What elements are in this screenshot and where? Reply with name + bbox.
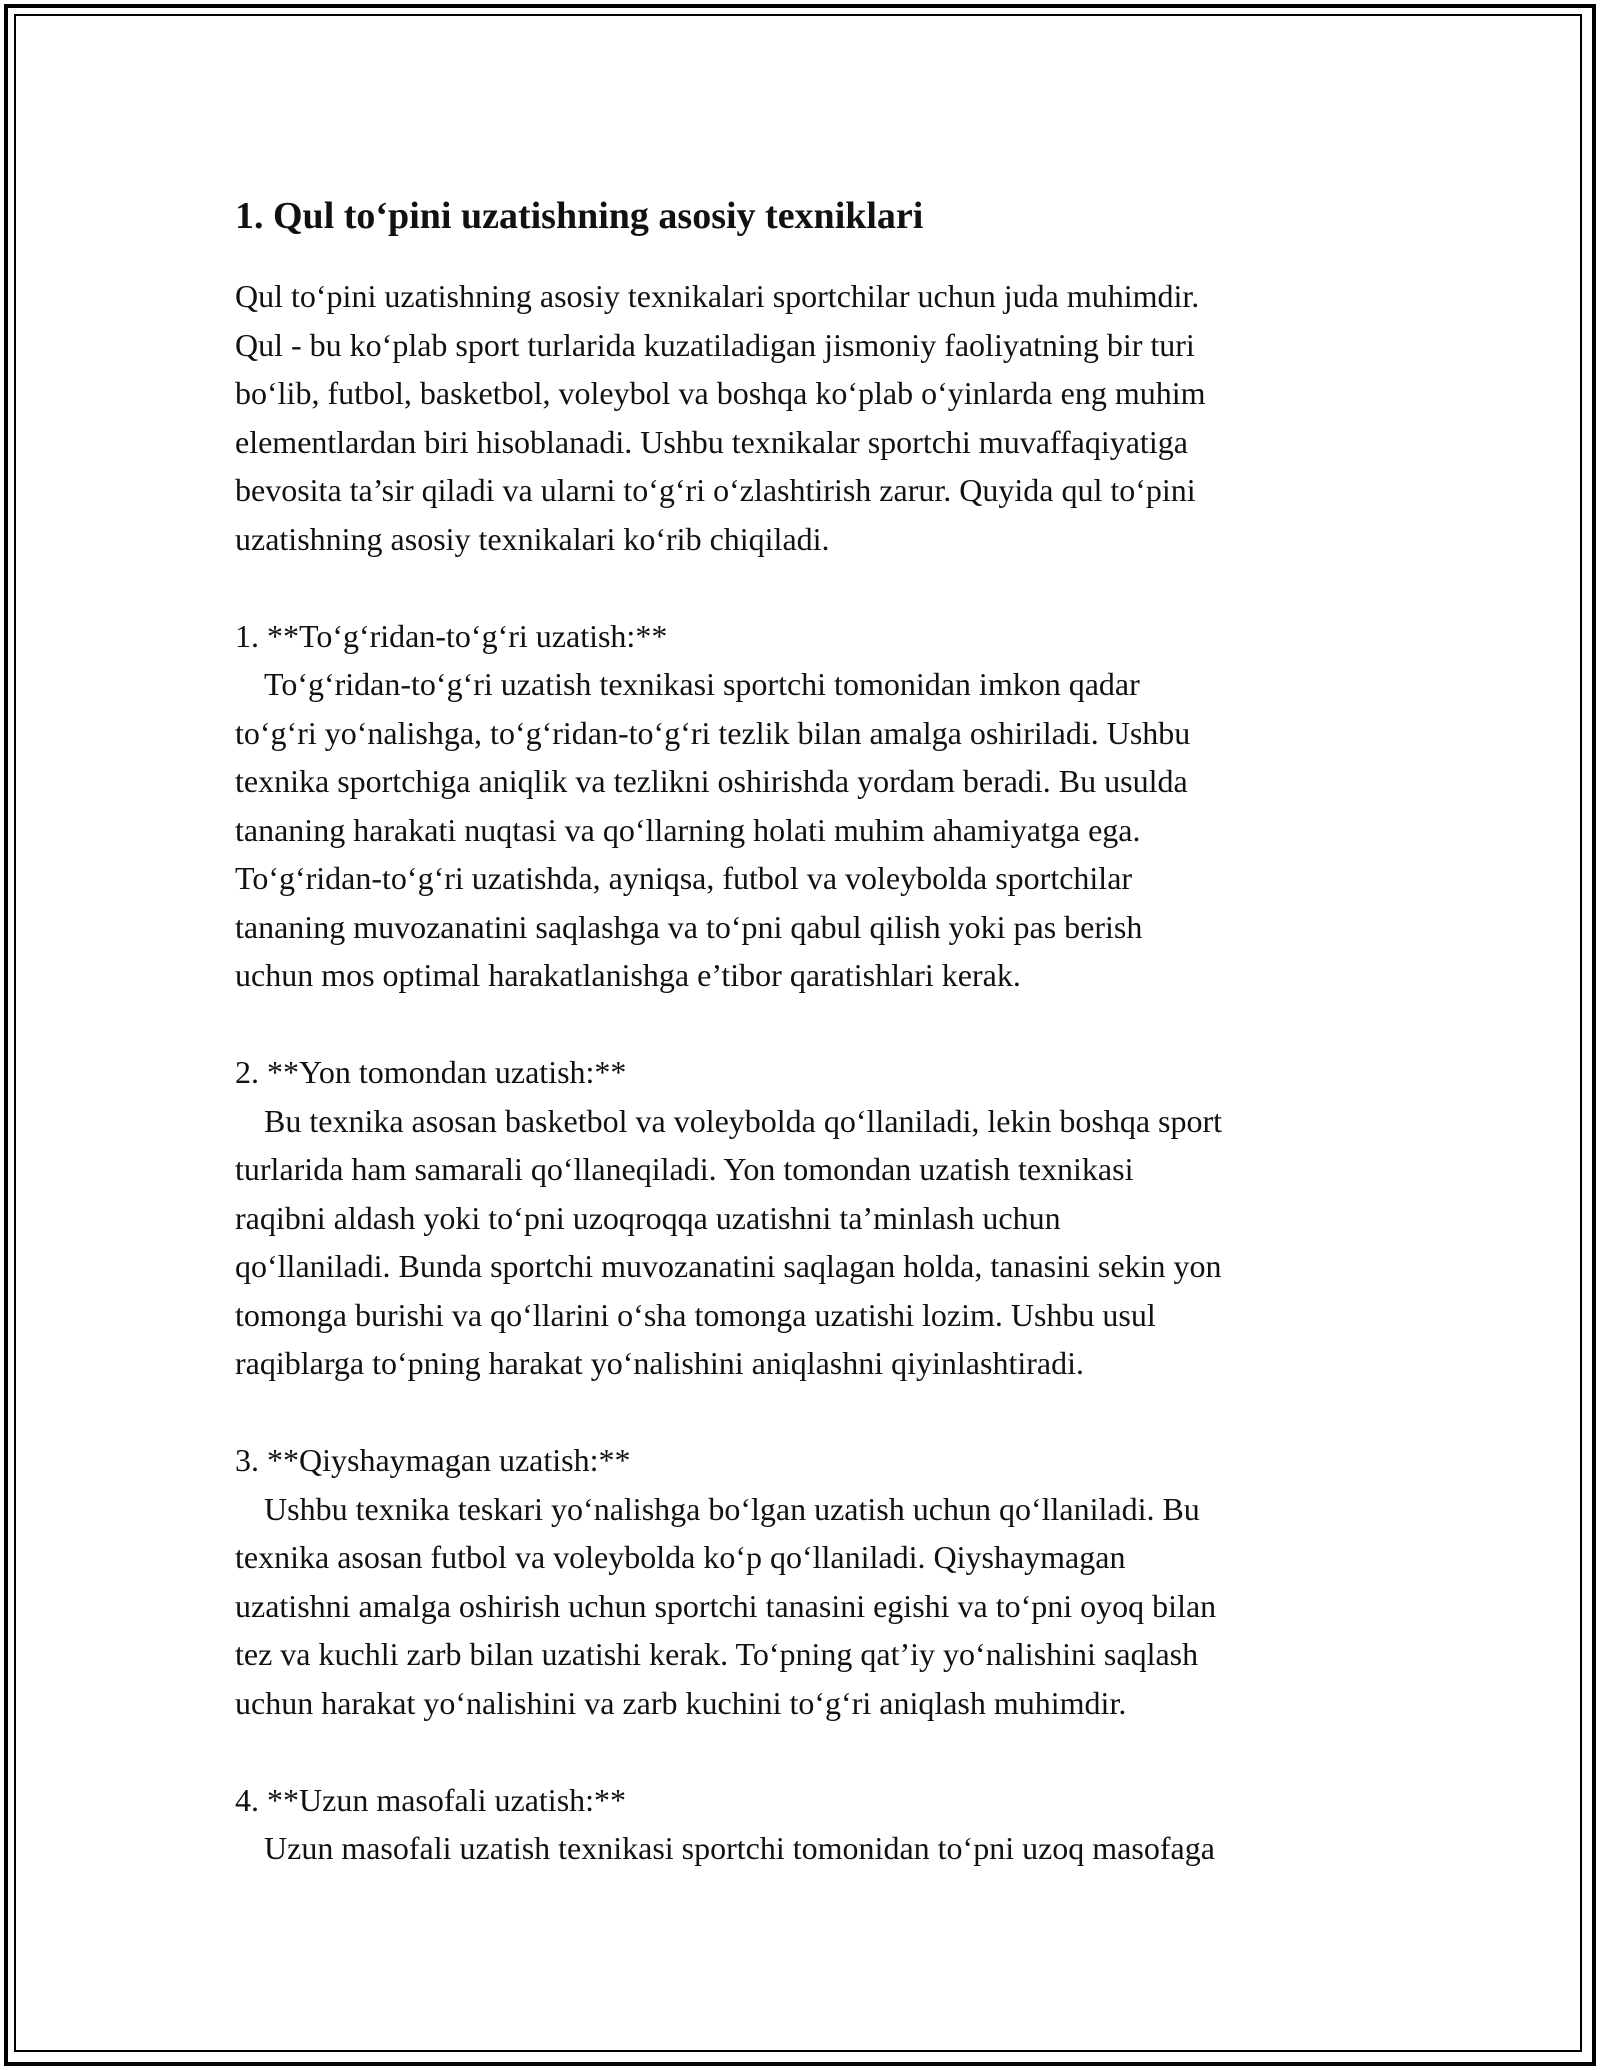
text-line: tananing harakati nuqtasi va qo‘llarning holati muhim ahamiyatga ega.: [235, 811, 1141, 848]
section-heading: 4. **Uzun masofali uzatish:**: [235, 1781, 627, 1818]
section-straight-pass: [235, 1436, 1375, 1727]
document-body: [235, 188, 1375, 1873]
text-line: to‘g‘ri yo‘nalishga, to‘g‘ridan-to‘g‘ri tezlik bilan amalga oshiriladi. Ushbu: [235, 714, 1191, 751]
text-line: Uzun masofali uzatish texnikasi sportchi tomonidan to‘pni uzoq masofaga: [264, 1830, 1215, 1866]
section-side-pass: [235, 1048, 1375, 1388]
section-heading: 3. **Qiyshaymagan uzatish:**: [235, 1442, 631, 1478]
text-line: tananing muvozanatini saqlashga va to‘pni qabul qilish yoki pas berish: [235, 908, 1143, 945]
text-line: bo‘lib, futbol, basketbol, voleybol va boshqa ko‘plab o‘yinlarda eng muhim: [235, 375, 1206, 411]
text-line: texnika asosan futbol va voleybolda ko‘p qo‘llaniladi. Qiyshaymagan: [235, 1539, 1126, 1575]
section-long-pass: [235, 1776, 1375, 1873]
text-line: tez va kuchli zarb bilan uzatishi kerak. To‘pning qat’iy yo‘nalishini saqlash: [235, 1636, 1199, 1672]
text-line: texnika sportchiga aniqlik va tezlikni oshirishda yordam beradi. Bu usulda: [235, 763, 1188, 799]
text-line: turlarida ham samarali qo‘llaneqiladi. Yon tomondan uzatish texnikasi: [235, 1151, 1134, 1187]
section-heading: 1. **To‘g‘ridan-to‘g‘ri uzatish:**: [235, 617, 668, 654]
text-line: raqiblarga to‘pning harakat yo‘nalishini aniqlashni qiyinlashtiradi.: [235, 1345, 1084, 1381]
text-line: uzatishning asosiy texnikalari ko‘rib chiqiladi.: [235, 520, 830, 557]
text-line: Qul to‘pini uzatishning asosiy texnikalari sportchilar uchun juda muhimdir.: [235, 278, 1200, 314]
text-line: uchun mos optimal harakatlanishga e’tibor qaratishlari kerak.: [235, 957, 1021, 993]
text-line: Bu texnika asosan basketbol va voleybolda qo‘llaniladi, lekin boshqa sport: [264, 1102, 1223, 1139]
text-line: uchun harakat yo‘nalishini va zarb kuchini to‘g‘ri aniqlash muhimdir.: [235, 1684, 1127, 1721]
text-line: raqibni aldash yoki to‘pni uzoqroqqa uzatishni ta’minlash uchun: [235, 1199, 1061, 1236]
text-line: Qul - bu ko‘plab sport turlarida kuzatiladigan jismoniy faoliyatning bir turi: [235, 326, 1195, 363]
text-line: To‘g‘ridan-to‘g‘ri uzatish texnikasi sportchi tomonidan imkon qadar: [264, 666, 1140, 702]
intro-paragraph: [235, 272, 1375, 563]
text-line: elementlardan biri hisoblanadi. Ushbu texnikalar sportchi muvaffaqiyatiga: [235, 423, 1188, 460]
text-line: bevosita ta’sir qiladi va ularni to‘g‘ri o‘zlashtirish zarur. Quyida qul to‘pini: [235, 472, 1196, 508]
text-line: uzatishni amalga oshirish uchun sportchi tanasini egishi va to‘pni oyoq bilan: [235, 1587, 1217, 1624]
text-line: tomonga burishi va qo‘llarini o‘sha tomonga uzatishi lozim. Ushbu usul: [235, 1296, 1156, 1333]
text-line: qo‘llaniladi. Bunda sportchi muvozanatini saqlagan holda, tanasini sekin yon: [235, 1248, 1222, 1284]
text-line: To‘g‘ridan-to‘g‘ri uzatishda, ayniqsa, futbol va voleybolda sportchilar: [235, 860, 1133, 896]
section-heading: 2. **Yon tomondan uzatish:**: [235, 1054, 627, 1090]
section-direct-pass: [235, 612, 1375, 1000]
document-title: 1. Qul to‘pini uzatishning asosiy texniklari: [235, 195, 924, 237]
text-line: Ushbu texnika teskari yo‘nalishga bo‘lgan uzatish uchun qo‘llaniladi. Bu: [264, 1490, 1200, 1527]
